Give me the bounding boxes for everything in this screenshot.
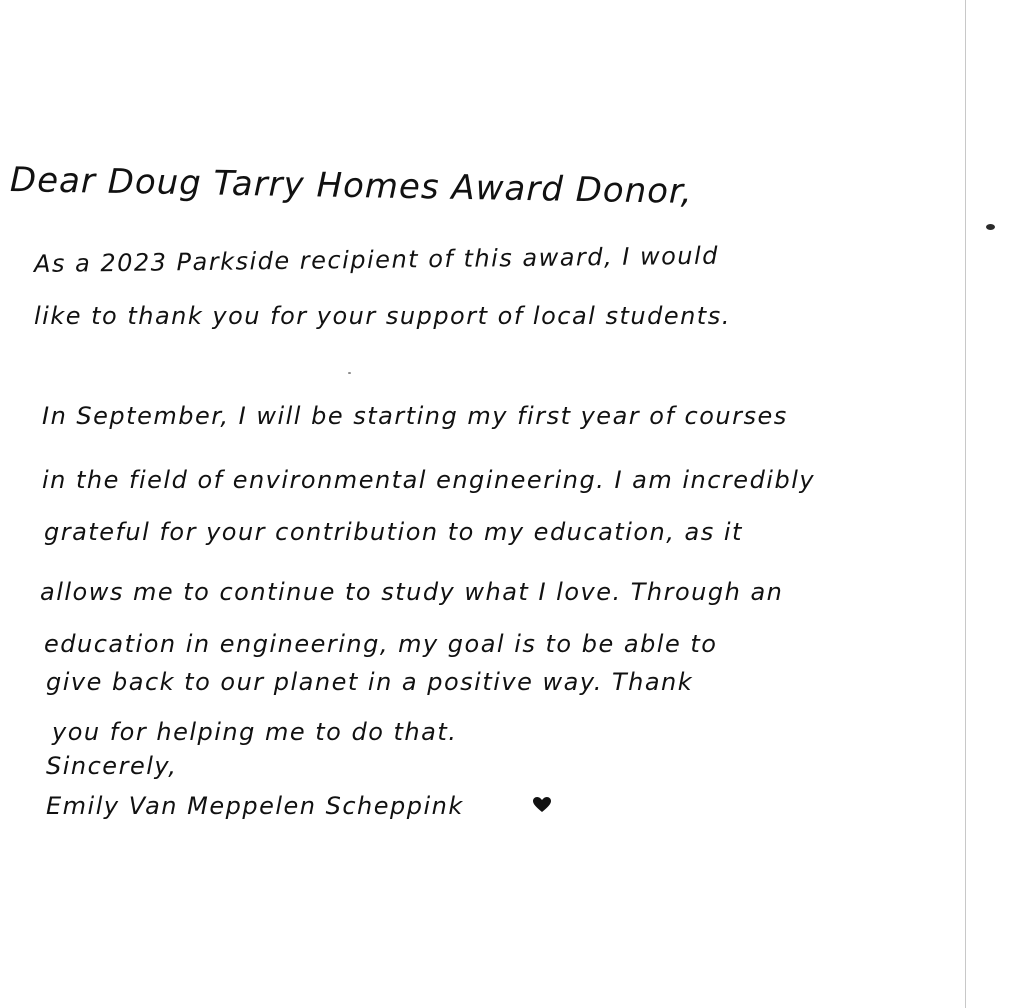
letter-line-3: In September, I will be starting my first year of courses xyxy=(42,402,788,430)
letter-signature: Emily Van Meppelen Scheppink xyxy=(46,792,464,820)
ink-speck xyxy=(986,224,995,230)
scan-edge-line xyxy=(965,0,966,1008)
paper-speck xyxy=(348,372,351,374)
heart-icon xyxy=(532,795,552,815)
letter-line-8: give back to our planet in a positive way. Thank xyxy=(46,668,694,696)
letter-line-9: you for helping me to do that. xyxy=(52,718,458,746)
letter-line-5: grateful for your contribution to my education, as it xyxy=(44,518,743,546)
letter-line-2: like to thank you for your support of local students. xyxy=(34,302,731,330)
letter-line-1: As a 2023 Parkside recipient of this award, I would xyxy=(33,241,720,278)
letter-line-6: allows me to continue to study what I love. Through an xyxy=(40,578,784,606)
letter-salutation: Dear Doug Tarry Homes Award Donor, xyxy=(9,160,694,212)
letter-line-7: education in engineering, my goal is to be able to xyxy=(44,630,718,658)
letter-line-4: in the field of environmental engineering. I am incredibly xyxy=(42,466,816,494)
letter-closing: Sincerely, xyxy=(46,752,178,780)
